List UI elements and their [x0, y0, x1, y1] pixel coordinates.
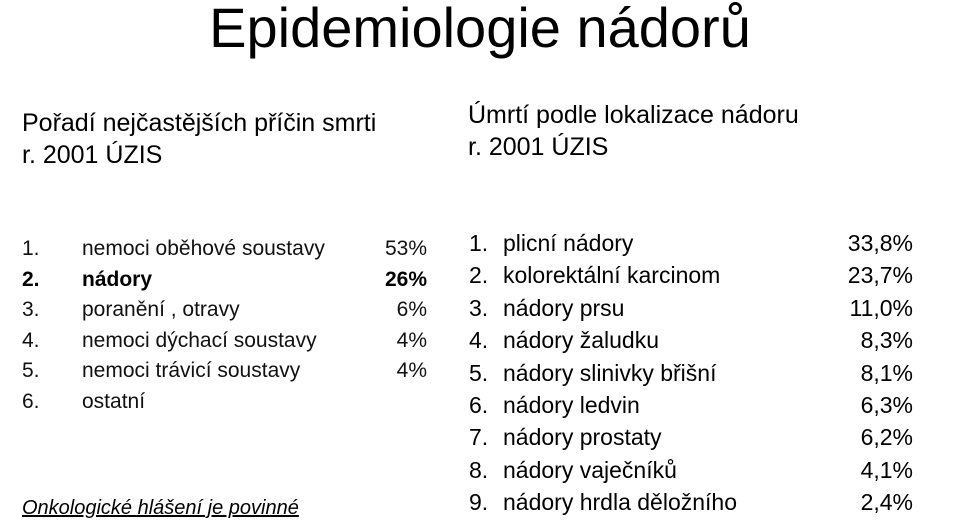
item-number: 2.: [469, 262, 489, 289]
list-item: [22, 326, 427, 357]
tumor-heading: [468, 99, 928, 163]
causes-list: [22, 234, 427, 417]
footnote: Onkologické hlášení je povinné: [22, 497, 299, 519]
list-item: [469, 292, 913, 324]
item-label: ostatní: [82, 389, 146, 413]
item-value: 6,2%: [860, 424, 913, 451]
list-item: [22, 265, 427, 296]
item-value: 2,4%: [860, 489, 913, 516]
list-item: [469, 421, 913, 453]
item-number: 9.: [469, 489, 489, 516]
list-item: [469, 389, 913, 421]
list-item: [469, 259, 913, 291]
item-number: 3.: [22, 298, 40, 321]
item-number: 7.: [469, 424, 489, 451]
item-label: nádory slinivky břišní: [503, 359, 717, 386]
item-number: 6.: [22, 389, 40, 413]
item-label: nádory: [82, 267, 153, 291]
list-item: [22, 234, 427, 265]
item-label: kolorektální karcinom: [503, 262, 721, 289]
page-title: Epidemiologie nádorů: [209, 0, 751, 59]
item-number: 6.: [469, 391, 489, 418]
item-value: 53%: [384, 237, 427, 260]
item-value: 8,3%: [860, 327, 913, 354]
tumor-list: [469, 227, 913, 519]
item-label: nádory žaludku: [503, 327, 659, 354]
item-number: 3.: [469, 294, 489, 321]
item-value: 6%: [396, 298, 427, 321]
item-value: 33,8%: [847, 230, 913, 256]
list-item: [22, 387, 427, 418]
item-label: nemoci trávicí soustavy: [82, 359, 301, 382]
item-label: nádory vaječníků: [503, 456, 677, 483]
item-label: plicní nádory: [503, 230, 634, 256]
item-number: 4.: [469, 327, 489, 354]
item-label: nádory prsu: [503, 294, 625, 321]
item-number: 5.: [469, 359, 489, 386]
item-number: 2.: [22, 267, 40, 291]
causes-heading-line2: r. 2001 ÚZIS: [22, 141, 163, 169]
item-number: 1.: [469, 230, 489, 256]
item-label: nádory ledvin: [503, 391, 640, 418]
item-value: 11,0%: [849, 294, 913, 321]
item-value: 4%: [396, 328, 427, 352]
list-item: [469, 486, 913, 518]
list-item: [469, 227, 913, 259]
list-item: [22, 295, 427, 326]
tumor-heading-line2: r. 2001 ÚZIS: [468, 133, 609, 161]
item-label: nádory prostaty: [503, 424, 662, 451]
item-value: 4,1%: [860, 456, 913, 483]
item-number: 1.: [22, 237, 40, 260]
list-item: [22, 356, 427, 387]
item-value: 8,1%: [860, 359, 913, 386]
item-number: 8.: [469, 456, 489, 483]
list-item: [469, 454, 913, 486]
item-label: nemoci dýchací soustavy: [82, 328, 317, 352]
item-number: 4.: [22, 328, 40, 352]
item-label: nádory hrdla děložního: [503, 489, 737, 516]
item-number: 5.: [22, 359, 40, 382]
item-value: 26%: [384, 267, 427, 291]
item-label: poranění , otravy: [82, 298, 240, 321]
item-value: 23,7%: [847, 262, 913, 289]
item-label: nemoci oběhové soustavy: [82, 237, 325, 260]
list-item: [469, 324, 913, 356]
tumor-heading-line1: Úmrtí podle lokalizace nádoru: [468, 101, 799, 129]
item-value: 6,3%: [860, 391, 913, 418]
causes-heading-line1: Pořadí nejčastějších příčin smrti: [22, 109, 377, 137]
causes-heading: [22, 107, 422, 171]
item-value: 4%: [396, 359, 427, 382]
list-item: [469, 357, 913, 389]
